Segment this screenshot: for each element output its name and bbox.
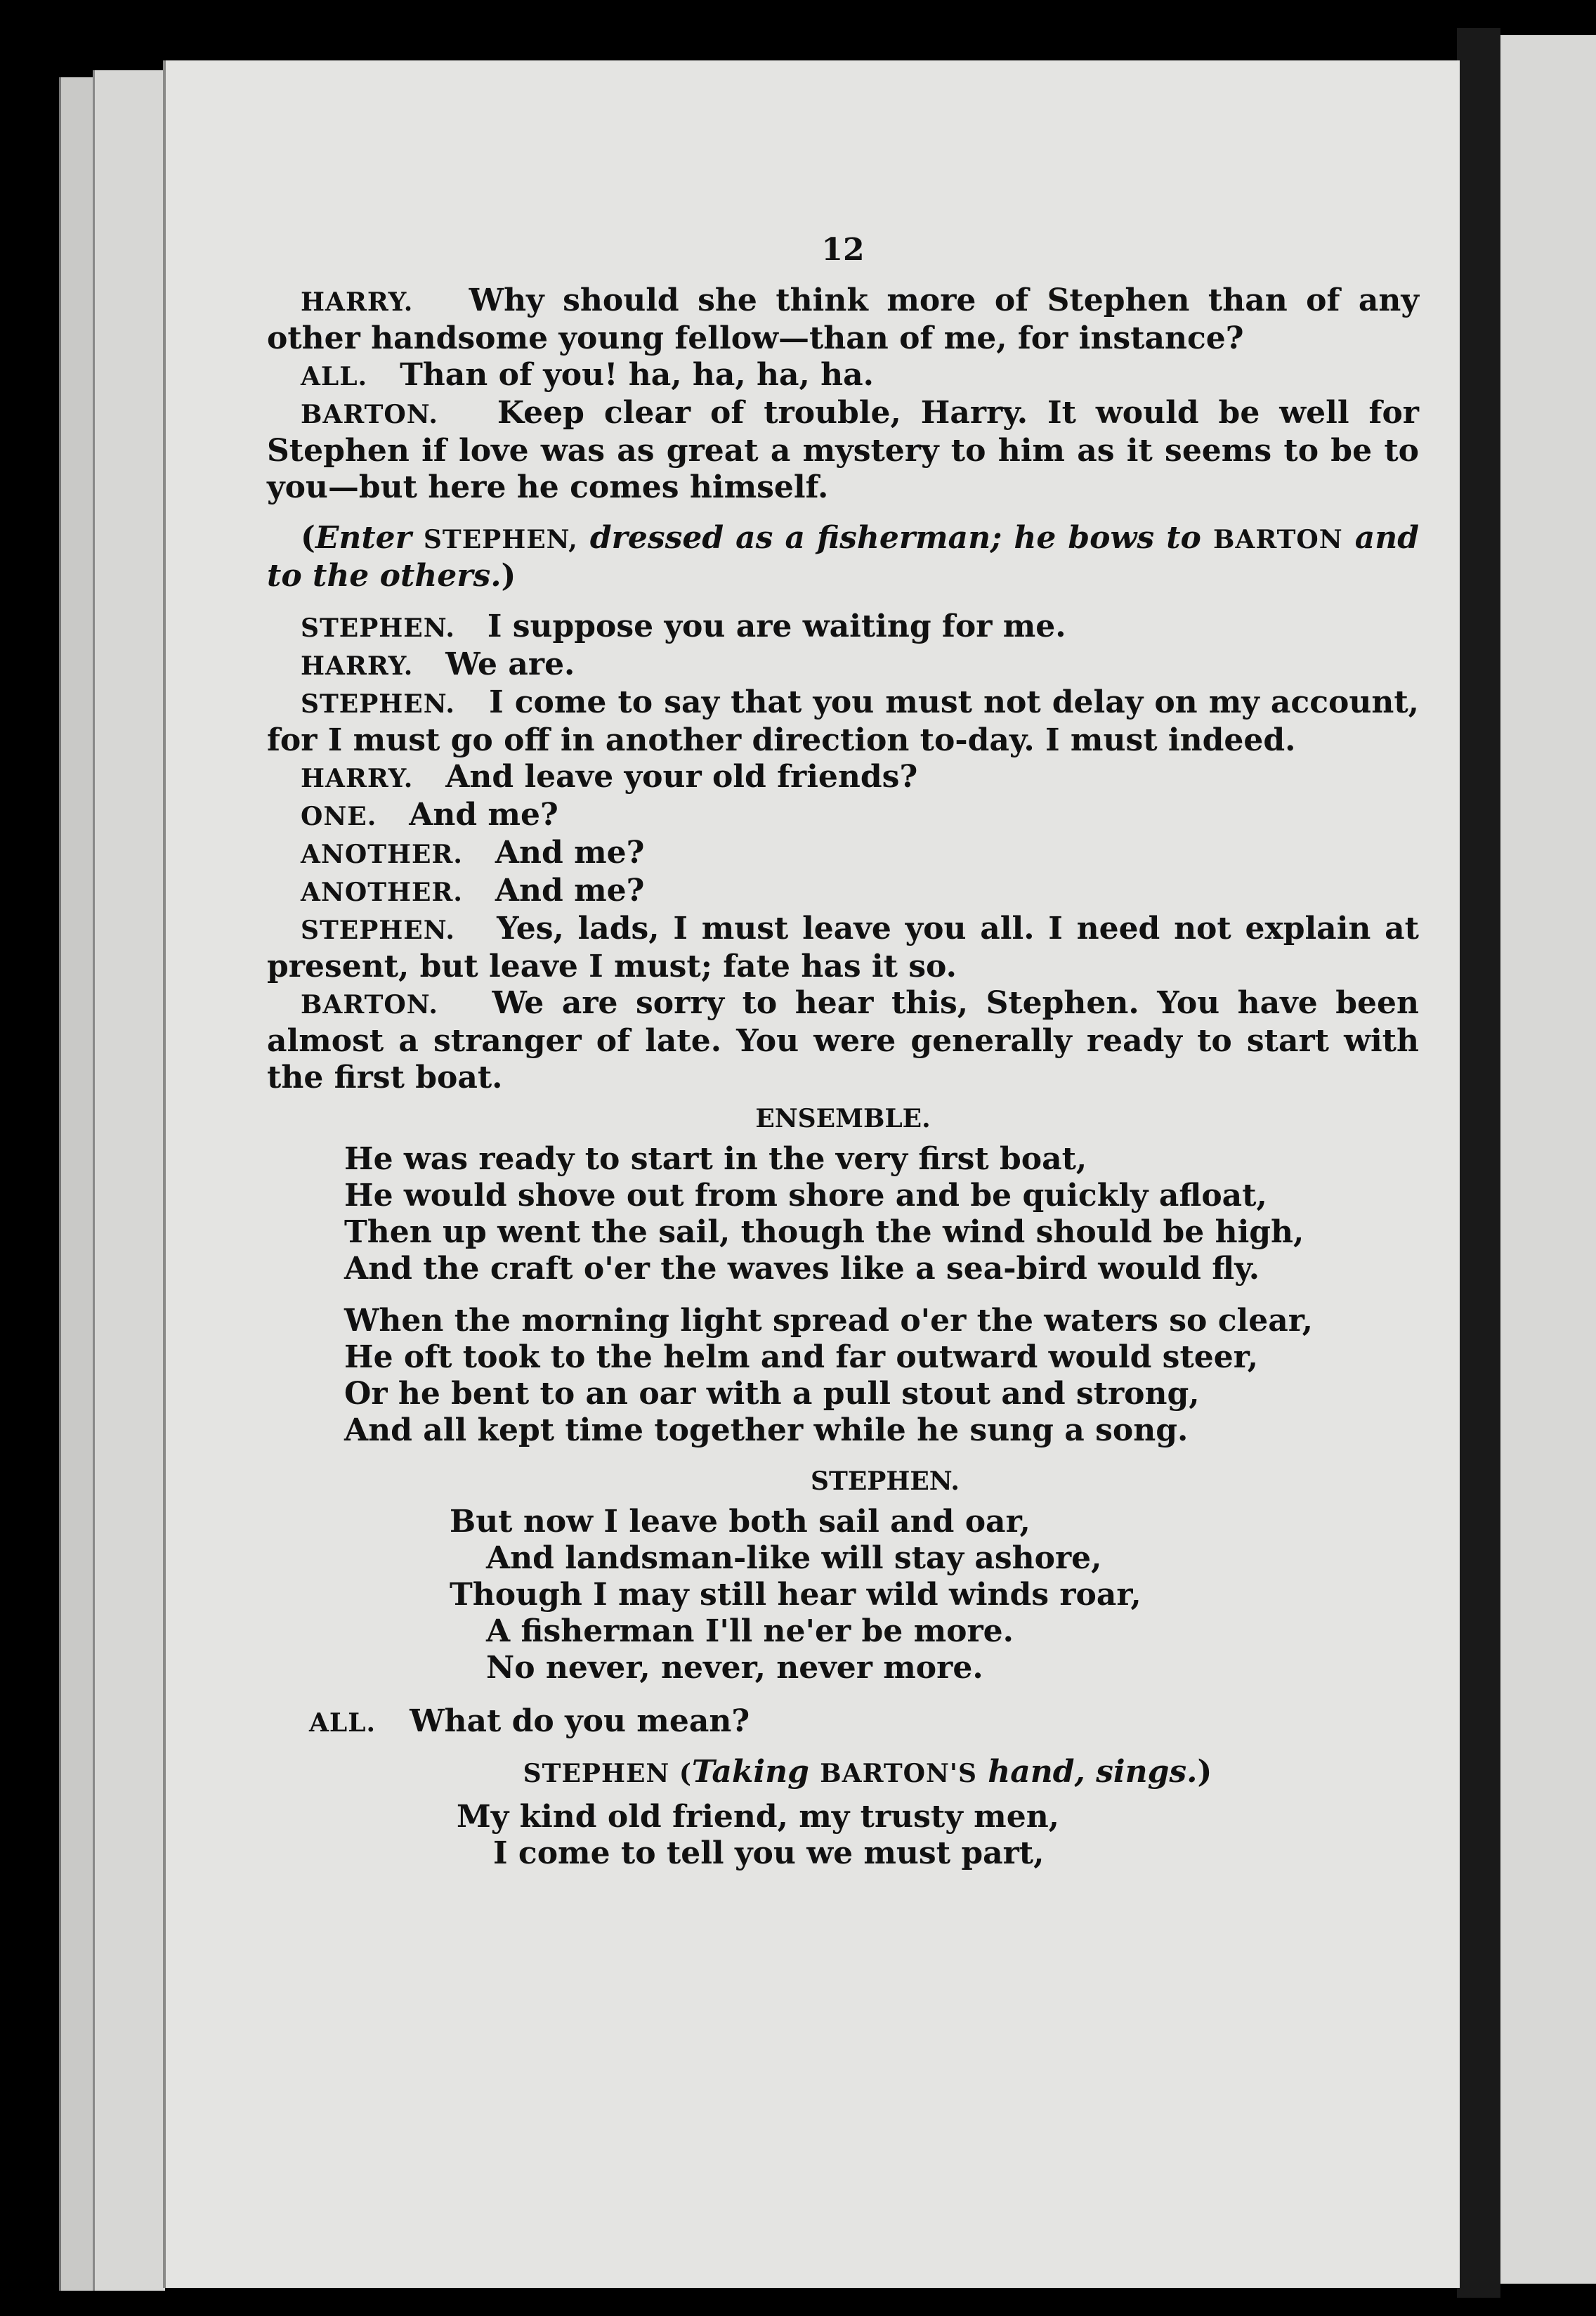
line-text: Why should she think more of Stephen than of any other handsome young fellow—than of me, for instance? <box>267 282 1419 356</box>
line-text: I come to say that you must not delay on my account, for I must go off in another direction to-day. I must indeed. <box>267 684 1419 758</box>
speaker: BARTON. <box>301 990 438 1020</box>
dialogue-line <box>267 873 1419 911</box>
verse-line: But now I leave both sail and oar, <box>450 1504 1031 1540</box>
dialogue-line <box>267 797 1419 835</box>
verse-line: My kind old friend, my trusty men, <box>457 1799 1059 1835</box>
dialogue-line <box>267 1703 1419 1741</box>
verse-line: And all kept time together while he sung a song. <box>344 1412 1189 1448</box>
speaker: HARRY. <box>301 651 414 681</box>
verse-line: He would shove out from shore and be quickly afloat, <box>344 1178 1267 1214</box>
verse-line: He was ready to start in the very first boat, <box>344 1141 1087 1177</box>
verse-line: Then up went the sail, though the wind should be high, <box>344 1214 1304 1250</box>
page-stack-edge <box>59 77 95 2291</box>
verse-line: No never, never, never more. <box>486 1650 983 1686</box>
dialogue-line <box>267 684 1419 759</box>
speaker: HARRY. <box>301 287 414 317</box>
line-text: Keep clear of trouble, Harry. It would be well for Stephen if love was as great a mystery to him as it seems to be to you—but here he comes himself. <box>267 395 1419 505</box>
binding-shadow <box>1457 28 1500 2298</box>
stage-direction: (Enter STEPHEN, dressed as a fisherman; he bows to BARTON and to the others.) <box>267 520 1419 594</box>
speaker: STEPHEN. <box>301 689 455 719</box>
final-song <box>267 1799 1419 1872</box>
dialogue-line <box>267 835 1419 873</box>
dialogue-line <box>267 609 1419 646</box>
verse-line: And the craft o'er the waves like a sea-bird would fly. <box>344 1251 1260 1287</box>
ensemble-verse-2 <box>267 1303 1419 1449</box>
facing-page-edge <box>1500 35 1596 2284</box>
speaker: ONE. <box>301 802 377 831</box>
stephen-song <box>267 1504 1419 1686</box>
line-text: We are. <box>445 646 575 682</box>
speaker: STEPHEN. <box>301 916 455 945</box>
verse-line: When the morning light spread o'er the waters so clear, <box>344 1303 1313 1339</box>
line-text: Yes, lads, I must leave you all. I need not explain at present, but leave I must; fate has it so. <box>267 911 1419 984</box>
dialogue-line <box>267 282 1419 357</box>
line-text: We are sorry to hear this, Stephen. You have been almost a stranger of late. You were generally ready to start with the first boat. <box>267 985 1419 1095</box>
verse-line: Or he bent to an oar with a pull stout and strong, <box>344 1376 1200 1412</box>
speaker: ALL. <box>301 362 368 391</box>
dialogue-line <box>267 985 1419 1096</box>
verse-line: He oft took to the helm and far outward would steer, <box>344 1339 1259 1375</box>
line-text: Than of you! ha, ha, ha, ha. <box>400 357 874 393</box>
dialogue-line <box>267 911 1419 985</box>
verse-line: Though I may still hear wild winds roar, <box>450 1577 1142 1613</box>
dialogue-line <box>267 759 1419 797</box>
speaker: BARTON. <box>301 400 438 429</box>
speaker: ANOTHER. <box>301 878 463 907</box>
verse-line: I come to tell you we must part, <box>493 1835 1045 1871</box>
verse-line: And landsman-like will stay ashore, <box>486 1540 1102 1576</box>
ensemble-heading: ENSEMBLE. <box>755 1104 931 1133</box>
speaker: STEPHEN. <box>301 613 455 643</box>
line-text: And me? <box>495 835 645 871</box>
stage-direction: STEPHEN (Taking BARTON'S hand, sings.) <box>523 1754 1212 1790</box>
stephen-heading: STEPHEN. <box>811 1466 960 1496</box>
dialogue-line <box>267 357 1419 395</box>
speaker: HARRY. <box>301 764 414 793</box>
verse-line: A fisherman I'll ne'er be more. <box>486 1613 1014 1649</box>
dialogue-line <box>267 395 1419 506</box>
page-number: 12 <box>821 232 865 268</box>
ensemble-verse-1 <box>267 1141 1419 1287</box>
page-text <box>267 232 1419 1872</box>
dialogue-line <box>267 646 1419 684</box>
speaker: ANOTHER. <box>301 840 463 869</box>
speaker: ALL. <box>309 1708 377 1738</box>
line-text: And me? <box>409 797 558 833</box>
line-text: I suppose you are waiting for me. <box>487 609 1066 644</box>
line-text: What do you mean? <box>410 1703 750 1739</box>
page-stack-edge <box>93 70 165 2291</box>
line-text: And me? <box>495 873 645 909</box>
line-text: And leave your old friends? <box>445 759 918 795</box>
